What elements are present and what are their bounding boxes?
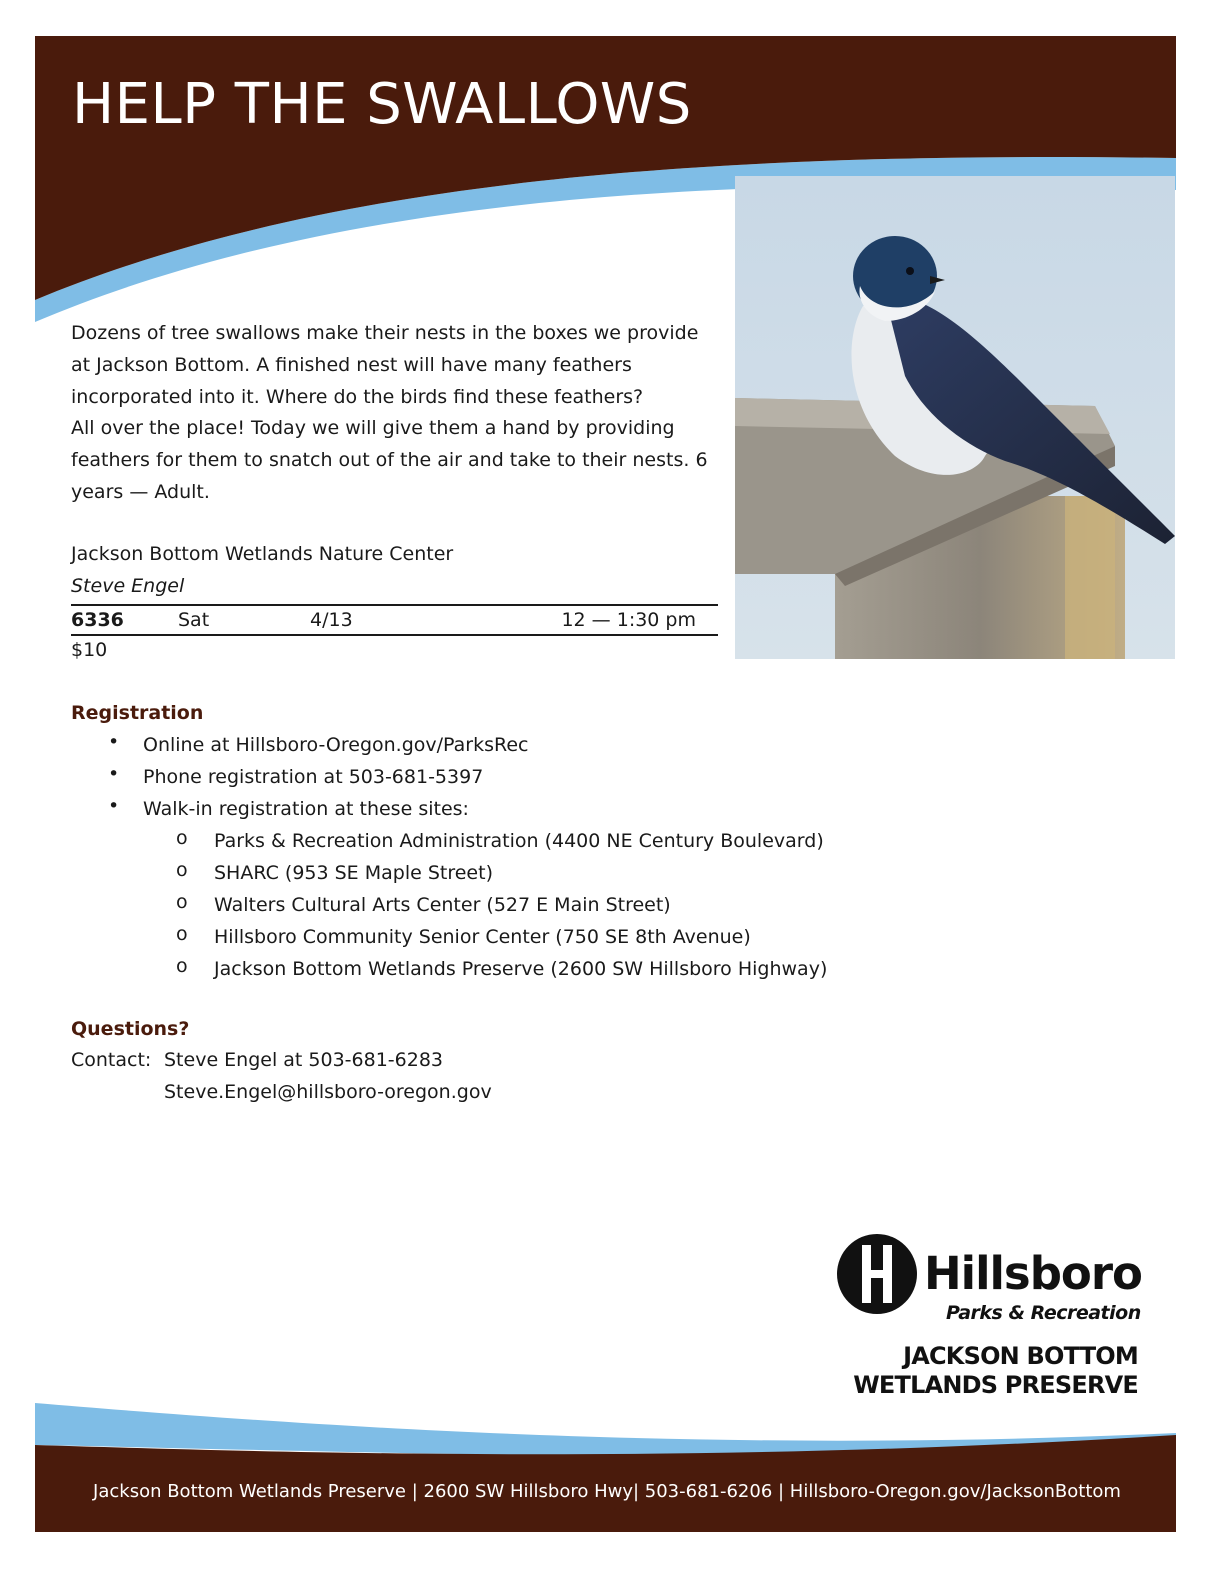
bullet-icon: • (108, 763, 120, 785)
description-line: All over the place! Today we will give them a hand by providing (71, 417, 675, 440)
class-date: 4/13 (310, 609, 353, 631)
class-price: $10 (71, 639, 108, 661)
contact-email[interactable]: Steve.Engel@hillsboro-oregon.gov (164, 1081, 492, 1103)
contact-label: Contact: (71, 1049, 152, 1071)
sub-bullet-icon: o (176, 891, 188, 913)
sub-bullet-icon: o (176, 923, 188, 945)
bullet-icon: • (108, 731, 120, 753)
class-time: 12 — 1:30 pm (561, 609, 696, 631)
class-day: Sat (178, 609, 210, 631)
logo-subtitle: Parks & Recreation (946, 1302, 1141, 1324)
sub-bullet-icon: o (176, 955, 188, 977)
site-item: Walters Cultural Arts Center (527 E Main Street) (214, 894, 671, 916)
registration-phone: Phone registration at 503-681-5397 (143, 766, 484, 788)
description-line: at Jackson Bottom. A finished nest will have many feathers (71, 353, 632, 376)
footer-contact: Jackson Bottom Wetlands Preserve | 2600 SW Hillsboro Hwy| 503-681-6206 | Hillsboro-Oregon.gov/JacksonBottom (93, 1481, 1121, 1502)
description-line: incorporated into it. Where do the birds find these feathers? (71, 385, 644, 408)
site-item: Hillsboro Community Senior Center (750 SE 8th Avenue) (214, 926, 751, 948)
class-id: 6336 (71, 609, 124, 631)
registration-online[interactable]: Online at Hillsboro-Oregon.gov/ParksRec (143, 734, 529, 756)
questions-heading: Questions? (71, 1018, 190, 1040)
description-line: Dozens of tree swallows make their nests in the boxes we provide (71, 322, 699, 344)
hillsboro-h-logo-icon (836, 1233, 918, 1315)
logo-wordmark: Hillsboro (924, 1247, 1142, 1300)
venue: Jackson Bottom Wetlands Nature Center (71, 543, 454, 565)
logo-preserve-line1: JACKSON BOTTOM (903, 1342, 1138, 1370)
tree-swallow-photo (735, 176, 1175, 659)
instructor: Steve Engel (71, 575, 185, 597)
description-line: feathers for them to snatch out of the air and take to their nests. 6 (71, 449, 708, 472)
class-schedule-row (71, 604, 718, 636)
sub-bullet-icon: o (176, 827, 188, 849)
registration-walk-in: Walk-in registration at these sites: (143, 798, 469, 820)
site-item: Jackson Bottom Wetlands Preserve (2600 SW Hillsboro Highway) (214, 958, 828, 980)
description-line: years — Adult. (71, 480, 210, 503)
page-title: HELP THE SWALLOWS (72, 72, 692, 137)
logo-preserve-line2: WETLANDS PRESERVE (853, 1371, 1138, 1399)
bullet-icon: • (108, 795, 120, 817)
contact-phone: Steve Engel at 503-681-6283 (164, 1049, 444, 1071)
registration-heading: Registration (71, 702, 204, 724)
site-item: SHARC (953 SE Maple Street) (214, 862, 493, 884)
description (71, 318, 721, 509)
site-item: Parks & Recreation Administration (4400 NE Century Boulevard) (214, 830, 824, 852)
sub-bullet-icon: o (176, 859, 188, 881)
